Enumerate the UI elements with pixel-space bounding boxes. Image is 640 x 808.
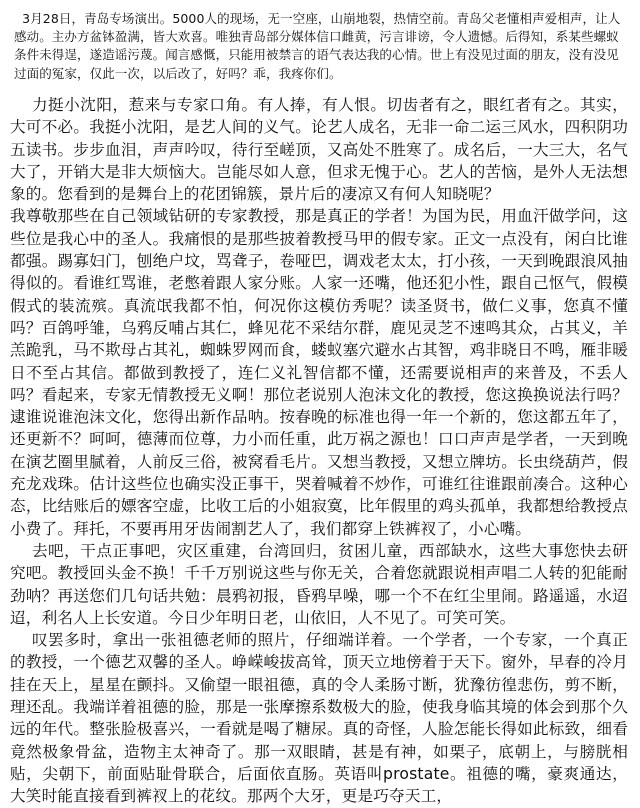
paragraph-2: 我尊敬那些在自己领域钻研的专家教授，那是真正的学者！为国为民，用血汗做学问，这些位是我心中的圣人。我痛恨的是那些披着教授马甲的假专家。正文一点没有，闲白比谁都强。踢寡妇门，刨绝户坟，骂聋子，卷哑巴，调戏老太太，打小孩，一天到晚跟浪风抽得似的。看谁红骂谁，老憋着跟人家分账。人家一还嘴，他还犯小性，跟自己怄气，假模假式的装流殡。真流氓我都不怕，何况你这模仿秀呢？读圣贤书，做仁义事，您真不懂吗？百鸽呼雏，乌鸦反哺占其仁，蜂见花不采结尔群，鹿见灵芝不速鸣其众，占其义，羊羔跪乳，马不欺母占其礼，蜘蛛罗网而食，蝼蚁塞穴避水占其智，鸡非晓日不鸣，雁非暖日不至占其信。都做到教授了，连仁义礼智信都不懂，还需要说相声的来普及，不丢人吗？看起来，专家无情教授无义啊！那位老说别人泡沫文化的教授，您这换换说法行吗？逮谁说谁泡沫文化，您得出新作品呐。按春晚的标准也得一年一个新的，您这都五年了，还更新不？呵呵，德薄而位尊，力小而任重，此万祸之源也！口口声声是学者，一天到晚在演艺圈里腻着，人前反三俗，被窝看毛片。又想当教授，又想立牌坊。长虫绕葫芦，假充龙戏珠。估计这些位也确实没正事干，哭着喊着不炒作，可谁红往谁跟前凑合。这种心态，比结账后的嫖客空虚，比收工后的小姐寂寞，比年假里的鸡头孤单，我都想给教授点小费了。拜托，不要再用牙齿闹割艺人了，我们都穿上铁裤衩了，小心嘴。 — [10, 207, 628, 538]
intro-quote: 3月28日，青岛专场演出。5000人的现场，无一空座，山崩地裂，热情空前。青岛父老懂相声爱相声，让人感动。主办方盆钵盈满，皆大欢喜。唯独青岛部分媒体信口雌黄，污言诽谤，令人遗憾。后得知，系某些螺蚁条件未得逞，遂造谣污蔑。闻言感慨，只能用被禁言的语气表达我的心情。世上有没见过面的朋友，没有没见过面的冤家，仅此一次，以后改了，好吗？乖，我疼你们。 — [14, 11, 621, 81]
paragraph-4: 叹罢多时，拿出一张祖德老师的照片，仔细端详着。一个学者，一个专家，一个真正的教授，一个德艺双馨的圣人。峥嵘峻拔高耸，顶天立地傍着于天下。窗外，早春的冷月挂在天上，星星在颤抖。又偷望一眼祖德，真的令人柔肠寸断，犹豫彷徨悲伤，剪不断，理还乱。我端详着祖德的脸，那是一张摩擦系数极大的脸，使我身临其境的体会到那个久远的年代。整张脸极喜兴，一看就是喝了糖尿。真的奇怪，人脸怎能长得如此标致，细看竟然极象骨盆，造物主太神奇了。那一双眼睛，甚是有神，如栗子，底朝上，与膀胱相贴，尖朝下，前面贴耻骨联合，后面依直肠。英语叫prostate。祖德的嘴，豪爽通达，大笑时能直接看到裤衩上的花纹。那两个大牙，更是巧夺天工， — [10, 631, 628, 806]
paragraph-3: 去吧，干点正事吧，灾区重建，台湾回归，贫困儿童，西部缺水，这些大事您快去研究吧。教授回头金不换！千千万别说这些与你无关，合着您就跟说相声唱二人转的犯能耐劲呐？再送您们几句话共勉：晨鸦初报，昏鸦早噪，哪一个不在红尘里闹。路遥遥，水迢迢，利名人上长安道。今日少年明日老，山依旧，人不见了。可笑可笑。 — [10, 541, 628, 627]
paragraph-1: 力挺小沈阳，惹来与专家口角。有人捧，有人恨。切齿者有之，眼红者有之。其实，大可不必。我挺小沈阳，是艺人间的义气。论艺人成名，无非一命二运三风水，四积阴功五读书。步步血泪，声声吟叹，待行至嵯顶，又高处不胜寒了。成名后，一大三大，名气大了，开销大是非大烦恼大。岂能尽如人意，但求无愧于心。艺人的苦恼，是外人无法想象的。您看到的是舞台上的花团锦簇，景片后的凄凉又有何人知晓呢？ — [10, 96, 628, 204]
article-body — [6, 94, 632, 808]
